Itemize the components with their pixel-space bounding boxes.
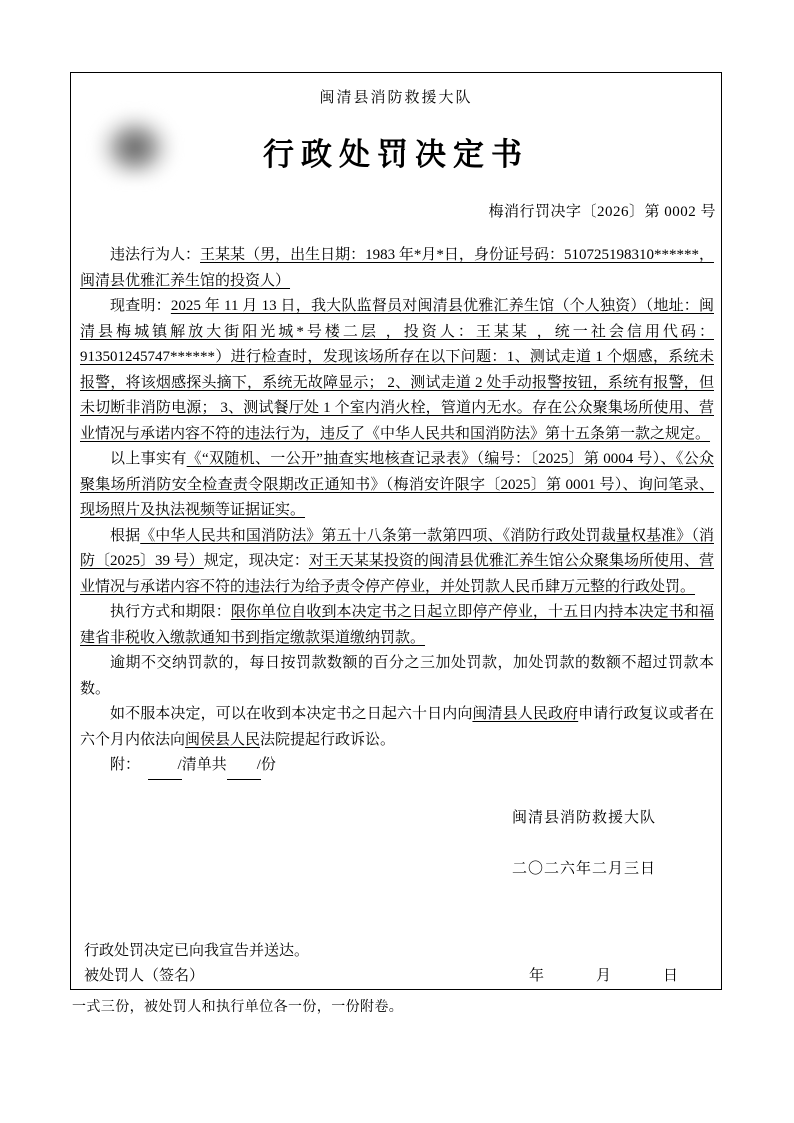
execution-value: 限你单位自收到本决定书之日起立即停产停业，十五日内持本决定书和福建省非税收入缴款通知书到指定缴款渠道缴纳罚款。	[80, 604, 714, 646]
service-statement: 行政处罚决定已向我宣告并送达。	[84, 943, 310, 959]
late-penalty-text: 逾期不交纳罚款的，每日按罚款数额的百分之三加处罚款，加处罚款的数额不超过罚款本数。	[80, 655, 714, 697]
issuing-authority: 闽清县消防救援大队	[511, 809, 656, 826]
document-content	[70, 243, 722, 780]
offender-value: 王某某（男，出生日期：1983 年*月*日，身份证号码：510725198310******，闽清县优雅汇养生馆的投资人）	[80, 247, 714, 289]
paragraph-decision	[80, 524, 714, 601]
basis-label: 根据	[110, 527, 141, 544]
year-label: 年	[528, 968, 544, 984]
decision-connector: 规定，现决定：	[203, 553, 309, 569]
basis-citation: 《中华人民共和国消防法》第五十八条第一款第四项、《消防行政处罚裁量权基准》（消防〔2025〕39 号）	[80, 527, 714, 569]
service-receipt-block	[70, 935, 722, 990]
paragraph-appeal	[80, 702, 714, 753]
attachment-label: 附：	[110, 757, 141, 773]
findings-label: 现查明：	[110, 298, 171, 314]
offender-label: 违法行为人：	[110, 247, 201, 263]
signature-row	[80, 962, 712, 990]
attachment-middle: 清单共	[181, 757, 227, 773]
date-fields	[529, 964, 712, 985]
paragraph-findings	[80, 294, 714, 447]
page-title: 行政处罚决定书	[263, 137, 529, 172]
attachment-blank-2: /	[227, 753, 261, 780]
appeal-court: 闽侯县人民	[185, 731, 261, 748]
seal-redaction-blur	[95, 111, 175, 181]
day-label: 日	[662, 968, 678, 984]
appeal-authority: 闽清县人民政府	[472, 706, 579, 722]
issue-date: 二〇二六年二月三日	[511, 860, 656, 877]
findings-value: 2025 年 11 月 13 日，我大队监督员对闽清县优雅汇养生馆（个人独资）（地址：闽清县梅城镇解放大街阳光城*号楼二层 ，投资人：王某某 ，统一社会信用代码：913501245747******）进行检查时，发现该场所存在以下问题：1、测试走道 1 个烟感，系统未报警，将该烟感探头摘下，系统无故障显示； 2、测试走道 2 处手动报警按钮，系统有报警，但未切断非消防电源； 3、测试餐厅处 1 个室内消火栓，管道内无水。存在公众聚集场所使用、营业情况与承诺内容不符的违法行为，违反了《中华人民共和国消防法》第十五条第一款之规定。	[80, 298, 714, 442]
paragraph-evidence	[80, 447, 714, 524]
execution-label: 执行方式和期限：	[110, 604, 231, 620]
decision-value: 对王天某某投资的闽清县优雅汇养生馆公众聚集场所使用、营业情况与承诺内容不符的违法行为给予责令停产停业，并处罚款人民币肆万元整的行政处罚。	[80, 553, 714, 595]
attachment-unit: 份	[260, 757, 276, 773]
appeal-posttext: 法院提起行政诉讼。	[260, 731, 396, 748]
evidence-label: 以上事实有	[110, 451, 187, 467]
month-label: 月	[595, 968, 611, 984]
document-page	[70, 72, 722, 990]
appeal-midtext: 申请行政复议或者在六个月内依法向	[80, 706, 714, 748]
attachment-blank-1: /	[148, 753, 182, 780]
signature-label: 被处罚人（签名）	[84, 968, 205, 984]
document-footnote: 一式三份，被处罚人和执行单位各一份，一份附卷。	[72, 1000, 404, 1015]
document-number: 梅消行罚决字〔2026〕第 0002 号	[488, 204, 716, 220]
paragraph-offender	[80, 243, 714, 294]
evidence-value: 《“双随机、一公开”抽查实地核查记录表》（编号：〔2025〕第 0004 号）、《公众聚集场所消防安全检查责令限期改正通知书》（梅消安许限字〔2025〕第 0001 号）、询问笔录、现场照片及执法视频等证据证实。	[80, 451, 714, 518]
appeal-pretext: 如不服本决定，可以在收到本决定书之日起六十日内向	[110, 706, 473, 722]
organization-header: 闽清县消防救援大队	[319, 90, 473, 106]
paragraph-attachment	[80, 753, 714, 780]
paragraph-late-penalty	[80, 651, 714, 702]
paragraph-execution	[80, 600, 714, 651]
